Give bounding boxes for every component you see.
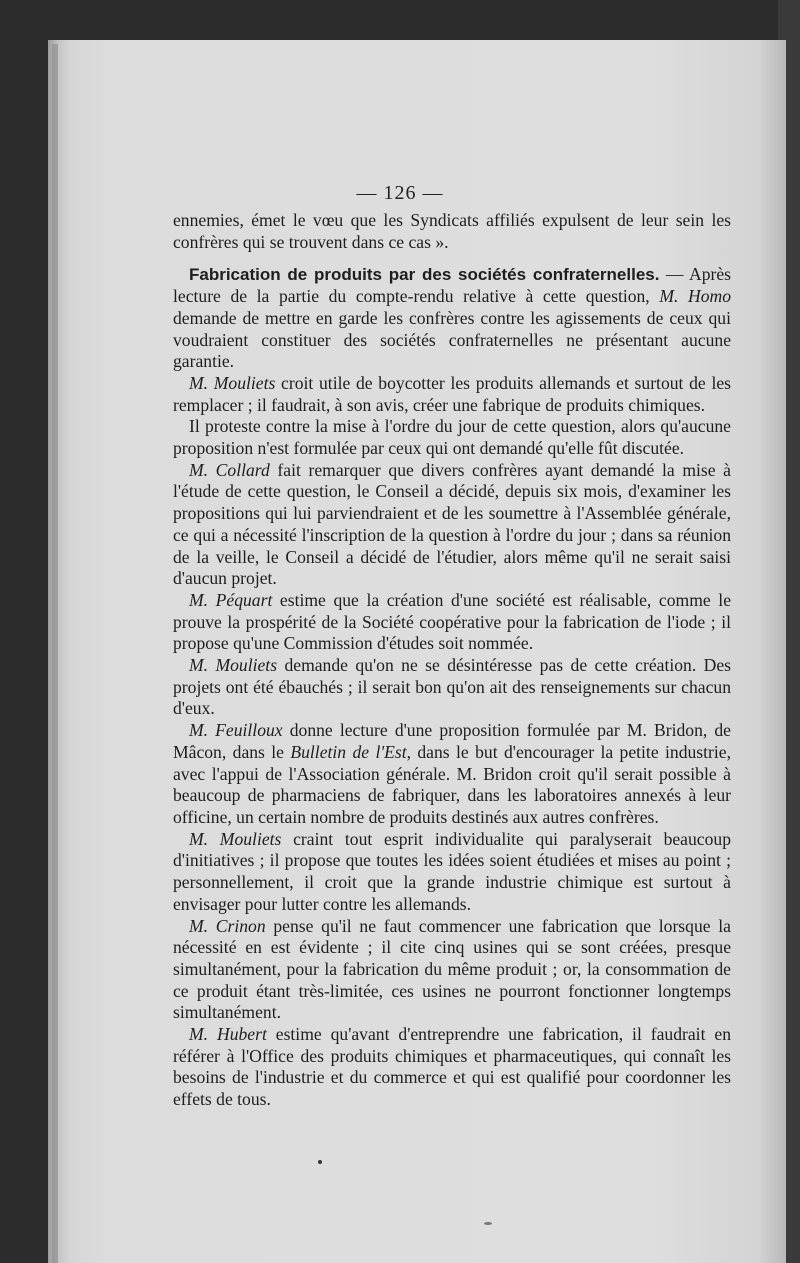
ink-speck xyxy=(318,1160,322,1164)
ink-speck xyxy=(484,1222,492,1225)
page-left-edge xyxy=(52,44,58,1263)
paragraph-section-heading: Fabrication de produits par des sociétés confraternelles. — Après lecture de la partie du compte-rendu relative à cette question, M. Homo demande de mettre en garde les confrères contre les agissements de ceux qui voudraient constituer des sociétés confraternelles ne présentant aucune garantie. xyxy=(173,264,731,372)
section-heading: Fabrication de produits par des sociétés confraternelles. xyxy=(189,265,660,285)
speaker-name: M. Mouliets xyxy=(189,655,278,676)
paragraph-mouliets-3: M. Mouliets craint tout esprit individualite qui paralyserait beaucoup d'initiatives ; il propose que toutes les idées soient étudiées et mises au point ; personnellement, il croit que la grande industrie chimique est surtout à envisager pour lutter contre les allemands. xyxy=(173,828,731,914)
speaker-name: M. Hubert xyxy=(189,1024,267,1045)
body-text xyxy=(173,210,731,1111)
speaker-name: M. Mouliets xyxy=(189,828,282,849)
paragraph-crinon: M. Crinon pense qu'il ne faut commencer une fabrication que lorsque la nécessité en est évidente ; il cite cinq usines qui se sont créées, presque simultanément, pour la fabrication du même produit ; or, la consommation de ce produit étant très-limitée, ces usines ne pourront fonctionner longtemps simultanément. xyxy=(173,915,731,1023)
paragraph-mouliets-1: M. Mouliets croit utile de boycotter les produits allemands et surtout de les remplacer ; il faudrait, à son avis, créer une fabrique de produits chimiques. xyxy=(173,372,731,415)
speaker-name: M. Péquart xyxy=(189,589,273,610)
paragraph-collard: M. Collard fait remarquer que divers confrères ayant demandé la mise à l'étude de cette question, le Conseil a décidé, depuis six mois, d'examiner les propositions qui lui parviendraient et de les soumettre à l'Assemblée générale, ce qui a nécessité l'inscription de la question à l'ordre du jour ; dans sa réunion de la veille, le Conseil a décidé de l'étudier, alors même qu'il ne serait saisi d'aucun projet. xyxy=(173,459,731,589)
paragraph-protest: Il proteste contre la mise à l'ordre du jour de cette question, alors qu'aucune proposition n'est formulée par ceux qui ont demandé qu'elle fût discutée. xyxy=(173,416,731,459)
page-number: — 126 — xyxy=(356,182,444,204)
paragraph-mouliets-2: M. Mouliets demande qu'on ne se désintéresse pas de cette création. Des projets ont été ébauchés ; il serait bon qu'on ait des renseignements sur chacun d'eux. xyxy=(173,655,731,719)
speaker-name: M. Feuilloux xyxy=(189,720,283,741)
paragraph-pequart: M. Péquart estime que la création d'une société est réalisable, comme le prouve la prospérité de la Société coopérative pour la fabrication de l'iode ; il propose qu'une Commission d'études soit nommée. xyxy=(173,589,731,654)
publication-title: Bulletin de l'Est xyxy=(290,741,407,762)
paragraph-feuilloux: M. Feuilloux donne lecture d'une proposition formulée par M. Bridon, de Mâcon, dans le Bulletin de l'Est, dans le but d'encourager la petite industrie, avec l'appui de l'Association générale. M. Bridon croit qu'il serait possible à beaucoup de pharmaciens de fabriquer, dans les laboratoires annexés à leur officine, un certain nombre de produits destinés aux autres confrères. xyxy=(173,720,731,827)
speaker-name: M. Mouliets xyxy=(189,372,276,393)
speaker-name: M. Crinon xyxy=(189,915,266,936)
speaker-name: M. Homo xyxy=(659,286,731,307)
paragraph-hubert: M. Hubert estime qu'avant d'entreprendre une fabrication, il faudrait en référer à l'Office des produits chimiques et pharmaceutiques, qui connaît les besoins de l'industrie et du commerce et qui est qualifié pour coordonner les effets de tous. xyxy=(173,1024,731,1110)
paragraph-continuation: ennemies, émet le vœu que les Syndicats affiliés expulsent de leur sein les confrères qui se trouvent dans ce cas ». xyxy=(173,210,731,252)
speaker-name: M. Collard xyxy=(189,459,270,480)
